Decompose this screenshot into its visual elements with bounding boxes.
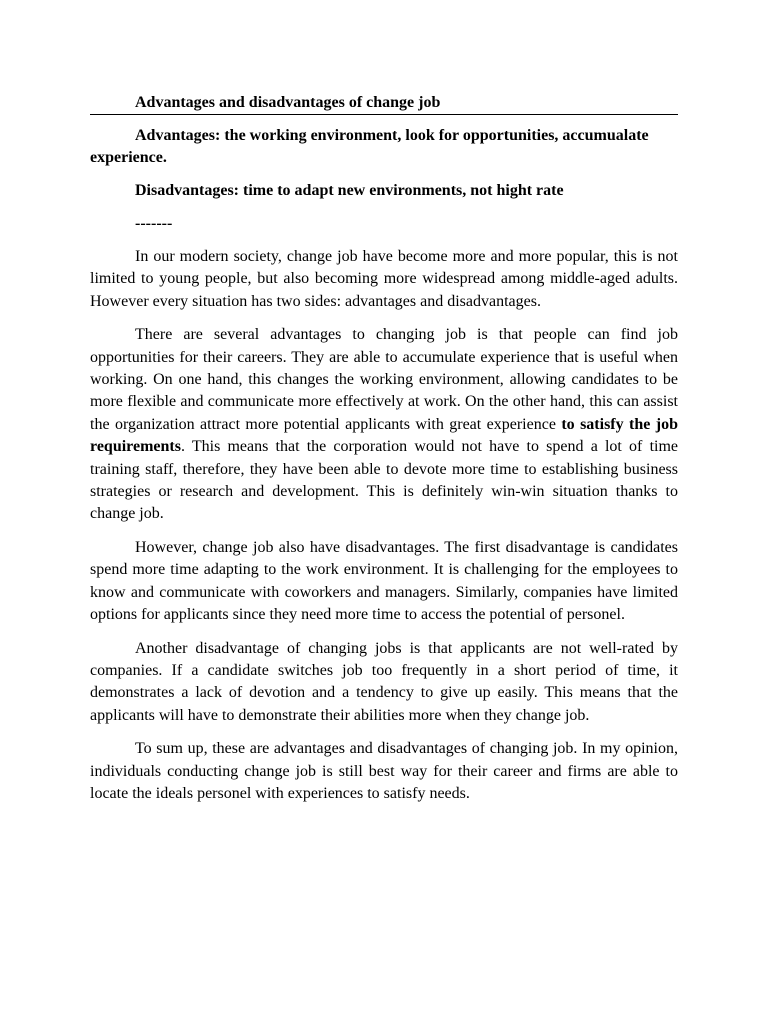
paragraph-another-disadvantage: Another disadvantage of changing jobs is that applicants are not well-rated by companies. If a candidate switches job too frequently in a short period of time, it demonstrates a lack of devotion and a tendency to give up easily. This means that the applicants will have to demonstrate their abilities more when they change job. <box>90 639 678 724</box>
disadvantages-heading: Disadvantages: time to adapt new environments, not hight rate <box>135 182 564 199</box>
paragraph-advantages-text-after: . This means that the corporation would not have to spend a lot of time training staff, therefore, they have been able to devote more time to establishing business strategies or research and development. This is definitely win-win situation thanks to change job. <box>90 438 678 523</box>
paragraph-advantages-bold-phrase: to satisfy the job requirements <box>90 415 679 456</box>
document-title: Advantages and disadvantages of change job <box>90 92 678 115</box>
paragraph-conclusion: To sum up, these are advantages and disadvantages of changing job. In my opinion, individuals conducting change job is still best way for their career and firms are able to locate the ideals personel with experiences to satisfy needs. <box>90 740 678 802</box>
paragraph-advantages-text-before: There are several advantages to changing job is that people can find job opportunities for their careers. They are able to accumulate experience that is useful when working. On one hand, this changes the working environment, allowing candidates to be more flexible and communicate more effectively at work. On the other hand, this can assist the organization attract more potential applicants with great experience <box>90 326 678 433</box>
document-body <box>90 92 678 816</box>
paragraph-advantages <box>90 324 678 526</box>
paragraph-introduction: In our modern society, change job have become more and more popular, this is not limited to young people, but also becoming more widespread among middle-aged adults. However every situation has two sides: advantages and disadvantages. <box>90 248 678 310</box>
advantages-heading: Advantages: the working environment, look for opportunities, accumualate experience. <box>90 127 649 166</box>
paragraph-disadvantages: However, change job also have disadvantages. The first disadvantage is candidates spend more time adapting to the work environment. It is challenging for the employees to know and communicate with coworkers and managers. Similarly, companies have limited options for applicants since they need more time to access the potential of personel. <box>90 538 678 624</box>
separator-dashes: ------- <box>135 215 173 232</box>
